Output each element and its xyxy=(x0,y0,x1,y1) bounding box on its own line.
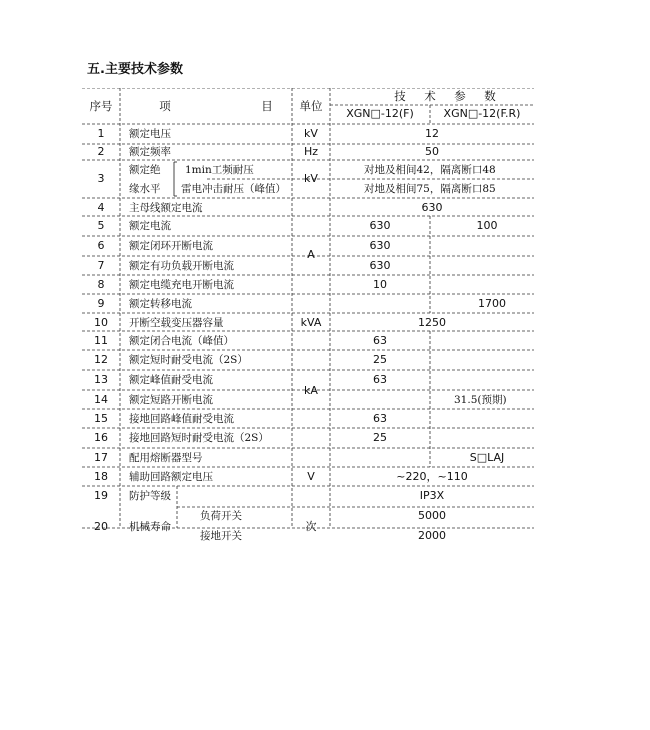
row-3-unit: kV xyxy=(304,172,318,185)
row-3-item-line2: 缘水平 xyxy=(129,183,161,195)
row-5-no: 5 xyxy=(97,219,105,232)
row-10-unit: kVA xyxy=(300,316,322,329)
row-14-item: 额定短路开断电流 xyxy=(129,394,213,406)
row-18-value: ~220，~110 xyxy=(396,470,468,483)
row-14-value-fr: 31.5(预期) xyxy=(454,394,507,406)
row-13-no: 13 xyxy=(94,373,108,386)
row-17-item: 配用熔断器型号 xyxy=(129,452,203,464)
row-18-item: 辅助回路额定电压 xyxy=(129,471,213,483)
row-2-item: 额定频率 xyxy=(129,146,171,158)
header-model-fr: XGN□-12(F.R) xyxy=(443,107,521,120)
row-17-no: 17 xyxy=(94,451,108,464)
row-12-no: 12 xyxy=(94,353,108,366)
row-3-item-line1: 额定绝 xyxy=(129,164,161,176)
row-3-sub-power-frequency: 1min工频耐压 xyxy=(185,164,254,176)
row-8-item: 额定电缆充电开断电流 xyxy=(129,279,234,291)
row-2-value: 50 xyxy=(425,145,439,158)
row-7-no: 7 xyxy=(97,259,105,272)
row-16-no: 16 xyxy=(94,431,108,444)
row-19-no: 19 xyxy=(94,489,108,502)
row-17-value-fr: S□LAJ xyxy=(469,451,505,464)
row-12-item: 额定短时耐受电流（2S） xyxy=(129,354,248,366)
row-11-no: 11 xyxy=(94,334,108,347)
row-20-value-2: 2000 xyxy=(418,529,446,542)
row-10-value: 1250 xyxy=(418,316,446,329)
row-13-value-f: 63 xyxy=(373,373,387,386)
header-no: 序号 xyxy=(89,99,113,113)
header-tech-1: 技 xyxy=(394,89,406,103)
row-15-no: 15 xyxy=(94,412,108,425)
row-18-no: 18 xyxy=(94,470,108,483)
unit-ampere: A xyxy=(307,248,315,261)
row-10-item: 开断空载变压器容量 xyxy=(129,317,224,329)
row-5-item: 额定电流 xyxy=(129,220,171,232)
row-1-no: 1 xyxy=(97,127,105,140)
header-item-left: 项 xyxy=(159,99,171,113)
row-7-item: 额定有功负载开断电流 xyxy=(129,260,234,272)
row-1-value: 12 xyxy=(425,127,439,140)
row-3-value-1: 对地及相间42，隔离断口48 xyxy=(364,164,496,176)
section-title: 五.主要技术参数 xyxy=(87,62,183,77)
row-10-no: 10 xyxy=(94,316,108,329)
row-6-value-f: 630 xyxy=(369,239,391,252)
row-4-no: 4 xyxy=(97,201,105,214)
row-7-value-f: 630 xyxy=(369,259,391,272)
row-11-item: 额定闭合电流（峰值） xyxy=(129,335,234,347)
row-4-item: 主母线额定电流 xyxy=(129,202,203,214)
row-11-value-f: 63 xyxy=(373,334,387,347)
row-3-sub-lightning-impulse: 雷电冲击耐压（峰值） xyxy=(181,183,286,195)
row-9-item: 额定转移电流 xyxy=(129,298,192,310)
row-20-item: 机械寿命 xyxy=(129,521,171,533)
row-20-unit: 次 xyxy=(305,520,317,533)
row-20-sub-earthing-switch: 接地开关 xyxy=(200,530,242,542)
row-19-item: 防护等级 xyxy=(129,490,171,502)
row-9-no: 9 xyxy=(97,297,105,310)
header-tech-4: 数 xyxy=(484,89,496,103)
row-20-value-1: 5000 xyxy=(418,509,446,522)
row-12-value-f: 25 xyxy=(373,353,387,366)
row-5-value-fr: 100 xyxy=(476,219,498,232)
technical-parameters-table xyxy=(82,88,534,548)
row-2-unit: Hz xyxy=(303,145,319,158)
row-15-value-f: 63 xyxy=(373,412,387,425)
row-1-item: 额定电压 xyxy=(129,128,171,140)
row-14-no: 14 xyxy=(94,393,108,406)
row-2-no: 2 xyxy=(97,145,105,158)
header-tech-3: 参 xyxy=(454,89,466,103)
header-tech-2: 术 xyxy=(424,89,436,103)
row-8-no: 8 xyxy=(97,278,105,291)
header-model-f: XGN□-12(F) xyxy=(346,107,414,120)
row-16-value-f: 25 xyxy=(373,431,387,444)
header-unit: 单位 xyxy=(299,99,323,113)
row-1-unit: kV xyxy=(304,127,318,140)
row-18-unit: V xyxy=(307,470,315,483)
row-16-item: 接地回路短时耐受电流（2S） xyxy=(129,432,269,444)
row-15-item: 接地回路峰值耐受电流 xyxy=(129,413,234,425)
row-19-value: IP3X xyxy=(419,489,445,502)
row-8-value-f: 10 xyxy=(373,278,387,291)
row-3-value-2: 对地及相间75，隔离断口85 xyxy=(364,183,496,195)
row-9-value-fr: 1700 xyxy=(478,297,506,310)
row-3-no: 3 xyxy=(97,172,105,185)
row-20-sub-load-switch: 负荷开关 xyxy=(200,510,242,522)
unit-kiloampere: kA xyxy=(304,384,318,397)
row-20-no: 20 xyxy=(94,520,108,533)
header-item-right: 目 xyxy=(261,99,273,113)
row-13-item: 额定峰值耐受电流 xyxy=(129,374,213,386)
row-4-value: 630 xyxy=(421,201,443,214)
row-5-value-f: 630 xyxy=(369,219,391,232)
row-6-no: 6 xyxy=(97,239,105,252)
row-6-item: 额定闭环开断电流 xyxy=(129,240,213,252)
